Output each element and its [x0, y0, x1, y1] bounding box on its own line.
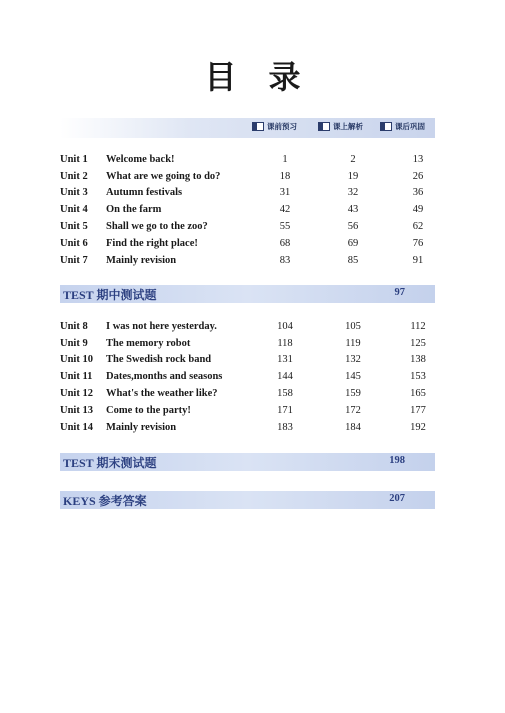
toc-row[interactable] [60, 235, 446, 252]
toc-row[interactable] [60, 218, 446, 235]
page-preview: 104 [277, 320, 293, 332]
keys-page: 207 [389, 493, 405, 504]
midterm-band[interactable] [60, 285, 435, 303]
page-preview: 144 [277, 371, 293, 383]
toc-row[interactable] [60, 318, 446, 335]
header-lesson-label: 课上解析 [333, 122, 363, 131]
page-preview: 55 [279, 221, 291, 233]
unit-number: Unit 2 [60, 170, 88, 182]
unit-number: Unit 4 [60, 204, 88, 216]
toc-row[interactable] [60, 151, 446, 168]
final-label: TEST 期末测试题 [63, 456, 157, 470]
unit-title: Find the right place! [106, 237, 198, 249]
toc-row[interactable] [60, 368, 446, 385]
page-lesson: 19 [347, 170, 359, 182]
unit-number: Unit 9 [60, 337, 88, 349]
page-preview: 83 [279, 254, 291, 266]
page-review: 26 [412, 170, 424, 182]
book-icon [380, 122, 392, 131]
final-band[interactable] [60, 453, 435, 471]
unit-number: Unit 6 [60, 237, 88, 249]
toc-table-part1 [60, 151, 446, 269]
page-preview: 171 [277, 404, 293, 416]
page-review: 153 [410, 371, 426, 383]
page-lesson: 105 [345, 320, 361, 332]
unit-number: Unit 14 [60, 421, 93, 433]
page-review: 36 [412, 187, 424, 199]
unit-title: Mainly revision [106, 421, 177, 433]
page-preview: 183 [277, 421, 293, 433]
unit-number: Unit 13 [60, 404, 93, 416]
page-preview: 118 [277, 337, 293, 349]
title-char-2: 录 [268, 58, 301, 96]
unit-title: Welcome back! [106, 153, 175, 165]
page-review: 192 [410, 421, 426, 433]
page-review: 165 [410, 388, 426, 400]
keys-label: KEYS 参考答案 [63, 494, 147, 508]
page-review: 13 [412, 153, 424, 165]
page-lesson: 184 [345, 421, 361, 433]
midterm-page: 97 [394, 287, 405, 298]
toc-row[interactable] [60, 352, 446, 369]
final-page: 198 [389, 455, 405, 466]
unit-title: Autumn festivals [106, 187, 183, 199]
column-header-bar [60, 118, 435, 138]
page-lesson: 85 [347, 254, 359, 266]
page-review: 177 [410, 404, 426, 416]
toc-row[interactable] [60, 385, 446, 402]
unit-title: The memory robot [106, 337, 191, 349]
page-lesson: 2 [350, 153, 356, 165]
unit-title: What are we going to do? [106, 170, 221, 182]
page-lesson: 145 [345, 371, 361, 383]
unit-number: Unit 7 [60, 254, 88, 266]
page-review: 125 [410, 337, 426, 349]
page-review: 138 [410, 354, 426, 366]
header-review-label: 课后巩固 [395, 122, 425, 131]
page-preview: 18 [279, 170, 291, 182]
unit-title: On the farm [106, 204, 162, 216]
midterm-label: TEST 期中测试题 [63, 288, 157, 302]
unit-title: I was not here yesterday. [106, 320, 217, 332]
unit-number: Unit 1 [60, 153, 88, 165]
toc-row[interactable] [60, 168, 446, 185]
unit-number: Unit 10 [60, 354, 93, 366]
toc-row[interactable] [60, 252, 446, 269]
page-preview: 68 [279, 237, 291, 249]
page-preview: 42 [279, 204, 291, 216]
page-preview: 31 [279, 187, 291, 199]
header-preview-label: 课前预习 [267, 122, 297, 131]
page-preview: 158 [277, 388, 293, 400]
page-lesson: 132 [345, 354, 361, 366]
page-lesson: 119 [345, 337, 361, 349]
unit-number: Unit 8 [60, 320, 88, 332]
unit-number: Unit 5 [60, 221, 88, 233]
page-review: 76 [412, 237, 424, 249]
unit-number: Unit 11 [60, 371, 93, 383]
header-lesson [318, 121, 363, 132]
page-review: 91 [412, 254, 424, 266]
unit-title: What's the weather like? [106, 388, 218, 400]
page-lesson: 159 [345, 388, 361, 400]
toc-table-part2 [60, 318, 446, 436]
page-review: 62 [412, 221, 424, 233]
unit-title: Mainly revision [106, 254, 177, 266]
header-review [380, 121, 425, 132]
unit-title: Come to the party! [106, 404, 191, 416]
keys-band[interactable] [60, 491, 435, 509]
title-char-1: 目 [204, 58, 237, 96]
header-preview [252, 121, 297, 132]
page-lesson: 172 [345, 404, 361, 416]
unit-title: The Swedish rock band [106, 354, 212, 366]
page-lesson: 32 [347, 187, 359, 199]
book-icon [252, 122, 264, 131]
toc-row[interactable] [60, 402, 446, 419]
page-lesson: 43 [347, 204, 359, 216]
page-review: 112 [410, 320, 426, 332]
toc-row[interactable] [60, 185, 446, 202]
book-icon [318, 122, 330, 131]
page-preview: 131 [277, 354, 293, 366]
page-title [0, 52, 505, 98]
toc-row[interactable] [60, 419, 446, 436]
unit-number: Unit 12 [60, 388, 93, 400]
toc-row[interactable] [60, 201, 446, 218]
toc-row[interactable] [60, 335, 446, 352]
page-lesson: 69 [347, 237, 359, 249]
unit-title: Shall we go to the zoo? [106, 221, 208, 233]
page-preview: 1 [282, 153, 288, 165]
unit-number: Unit 3 [60, 187, 88, 199]
page-review: 49 [412, 204, 424, 216]
unit-title: Dates,months and seasons [106, 371, 223, 383]
page-lesson: 56 [347, 221, 359, 233]
